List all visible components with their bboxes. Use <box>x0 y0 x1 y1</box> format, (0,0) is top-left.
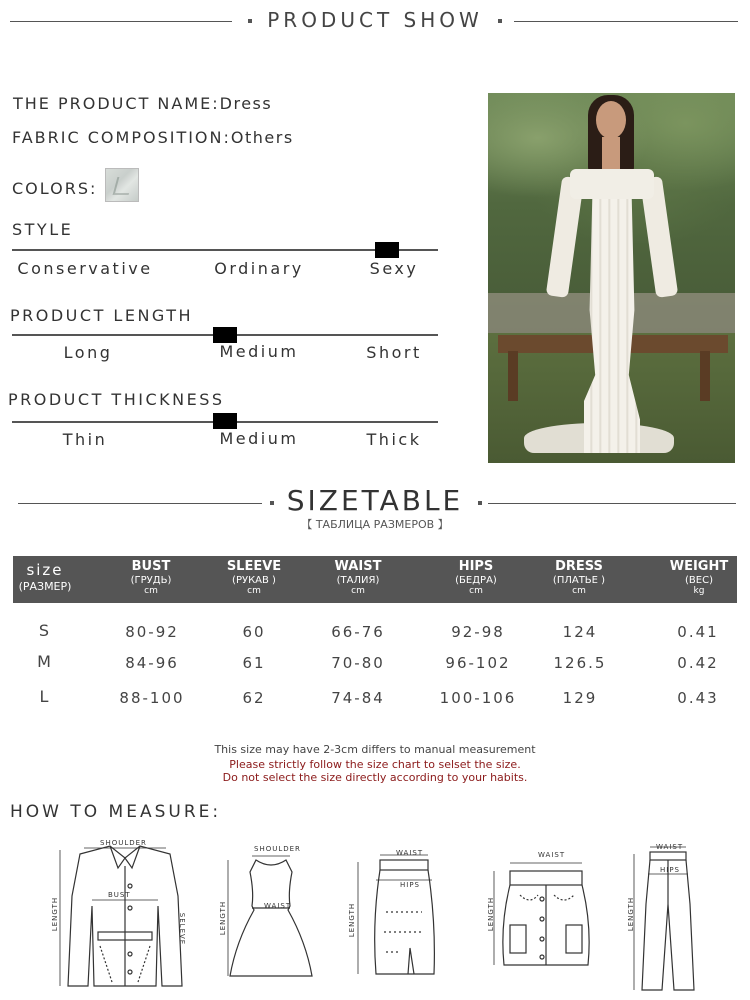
size-warning-2: Do not select the size directly according to your habits. <box>222 771 528 784</box>
length-option-medium: Medium <box>219 342 299 361</box>
measurement-note: This size may have 2-3cm differs to manual measurement <box>214 743 536 756</box>
page-title: PRODUCT SHOW <box>267 8 483 32</box>
header-weight: WEIGHT (ВЕС) kg <box>669 559 729 596</box>
thickness-option-medium: Medium <box>219 429 299 448</box>
dress-shoulder-label: SHOULDER <box>254 845 301 853</box>
row-m-size: M <box>37 652 51 671</box>
row-l-hips: 100-106 <box>439 689 517 707</box>
row-s-sleeve: 60 <box>242 623 266 641</box>
length-option-long: Long <box>63 343 113 362</box>
skirt-sketch <box>350 852 450 982</box>
product-name <box>13 94 272 113</box>
dress-waist-label: WAIST <box>264 902 292 910</box>
pants-waist-label: WAIST <box>656 843 684 851</box>
row-l-bust: 88-100 <box>119 689 185 707</box>
mini-skirt-length-label: LENGTH <box>487 896 496 932</box>
thickness-marker <box>213 413 237 429</box>
color-swatch[interactable] <box>105 168 139 202</box>
fabric-label: FABRIC COMPOSITION: <box>12 128 231 147</box>
header-sleeve: SLEEVE (РУКАВ ) cm <box>226 559 282 596</box>
size-table-header <box>13 556 737 603</box>
skirt-waist-label: WAIST <box>396 849 424 857</box>
thickness-option-thin: Thin <box>62 430 108 449</box>
row-m-waist: 70-80 <box>331 654 385 672</box>
photo-dress-neckline <box>570 169 654 199</box>
product-photo <box>488 93 735 463</box>
jacket-length-label: LENGTH <box>51 896 60 932</box>
photo-model-head <box>596 101 626 139</box>
jacket-sleeve-label: SELEVE <box>178 912 187 946</box>
jacket-shoulder-label: SHOULDER <box>100 839 147 847</box>
product-name-label: THE PRODUCT NAME: <box>13 94 220 113</box>
row-s-size: S <box>38 621 50 640</box>
header-dress: DRESS (ПЛАТЬЕ ) cm <box>552 559 606 596</box>
photo-dress <box>584 193 640 453</box>
thickness-option-thick: Thick <box>366 430 422 449</box>
pants-hips-label: HIPS <box>660 866 680 874</box>
header-size: size (РАЗМЕР) <box>18 561 72 593</box>
row-s-bust: 80-92 <box>125 623 179 641</box>
photo-model-neck <box>602 137 620 173</box>
row-m-hips: 96-102 <box>445 654 511 672</box>
skirt-hips-label: HIPS <box>400 881 420 889</box>
sizetable-title: SIZETABLE <box>286 484 464 517</box>
row-s-hips: 92-98 <box>451 623 505 641</box>
fabric-composition <box>12 128 294 147</box>
length-marker <box>213 327 237 343</box>
style-marker <box>375 242 399 258</box>
style-option-sexy: Sexy <box>369 259 419 278</box>
how-to-measure-title: HOW TO MEASURE: <box>10 802 222 822</box>
mini-skirt-waist-label: WAIST <box>538 851 566 859</box>
sizetable-subtitle: 【 ТАБЛИЦА РАЗМЕРОВ 】 <box>301 518 449 531</box>
product-name-value: Dress <box>219 94 273 113</box>
header-dot-right <box>498 19 502 23</box>
header-bust: BUST (ГРУДЬ) cm <box>130 559 172 596</box>
sizetable-line-right <box>488 503 736 504</box>
header-hips: HIPS (БЕДРА) cm <box>455 559 497 596</box>
dress-sketch <box>226 852 316 982</box>
mini-skirt-sketch <box>490 855 600 975</box>
pants-length-label: LENGTH <box>627 896 636 932</box>
row-m-dress: 126.5 <box>553 654 607 672</box>
row-l-weight: 0.43 <box>677 689 719 707</box>
row-l-sleeve: 62 <box>242 689 266 707</box>
dress-length-label: LENGTH <box>219 900 228 936</box>
row-s-weight: 0.41 <box>677 623 719 641</box>
jacket-bust-label: BUST <box>108 891 131 899</box>
fabric-value: Others <box>230 128 294 147</box>
length-option-short: Short <box>366 343 422 362</box>
row-s-dress: 124 <box>562 623 598 641</box>
style-title: STYLE <box>12 220 74 239</box>
length-title: PRODUCT LENGTH <box>10 306 194 325</box>
size-warning-1: Please strictly follow the size chart to selset the size. <box>229 758 521 771</box>
row-s-waist: 66-76 <box>331 623 385 641</box>
row-l-dress: 129 <box>562 689 598 707</box>
header-waist: WAIST (ТАЛИЯ) cm <box>334 559 382 596</box>
row-m-sleeve: 61 <box>242 654 266 672</box>
sizetable-dot-right <box>478 501 482 505</box>
colors-label: COLORS: <box>12 179 98 198</box>
row-l-waist: 74-84 <box>331 689 385 707</box>
header-line-right <box>514 21 738 22</box>
row-m-weight: 0.42 <box>677 654 719 672</box>
row-l-size: L <box>39 687 49 706</box>
thickness-title: PRODUCT THICKNESS <box>8 390 225 409</box>
style-option-ordinary: Ordinary <box>214 259 304 278</box>
photo-bench-leg <box>700 351 710 401</box>
skirt-length-label: LENGTH <box>348 902 357 938</box>
row-m-bust: 84-96 <box>125 654 179 672</box>
photo-bench-leg <box>508 351 518 401</box>
style-option-conservative: Conservative <box>17 259 153 278</box>
